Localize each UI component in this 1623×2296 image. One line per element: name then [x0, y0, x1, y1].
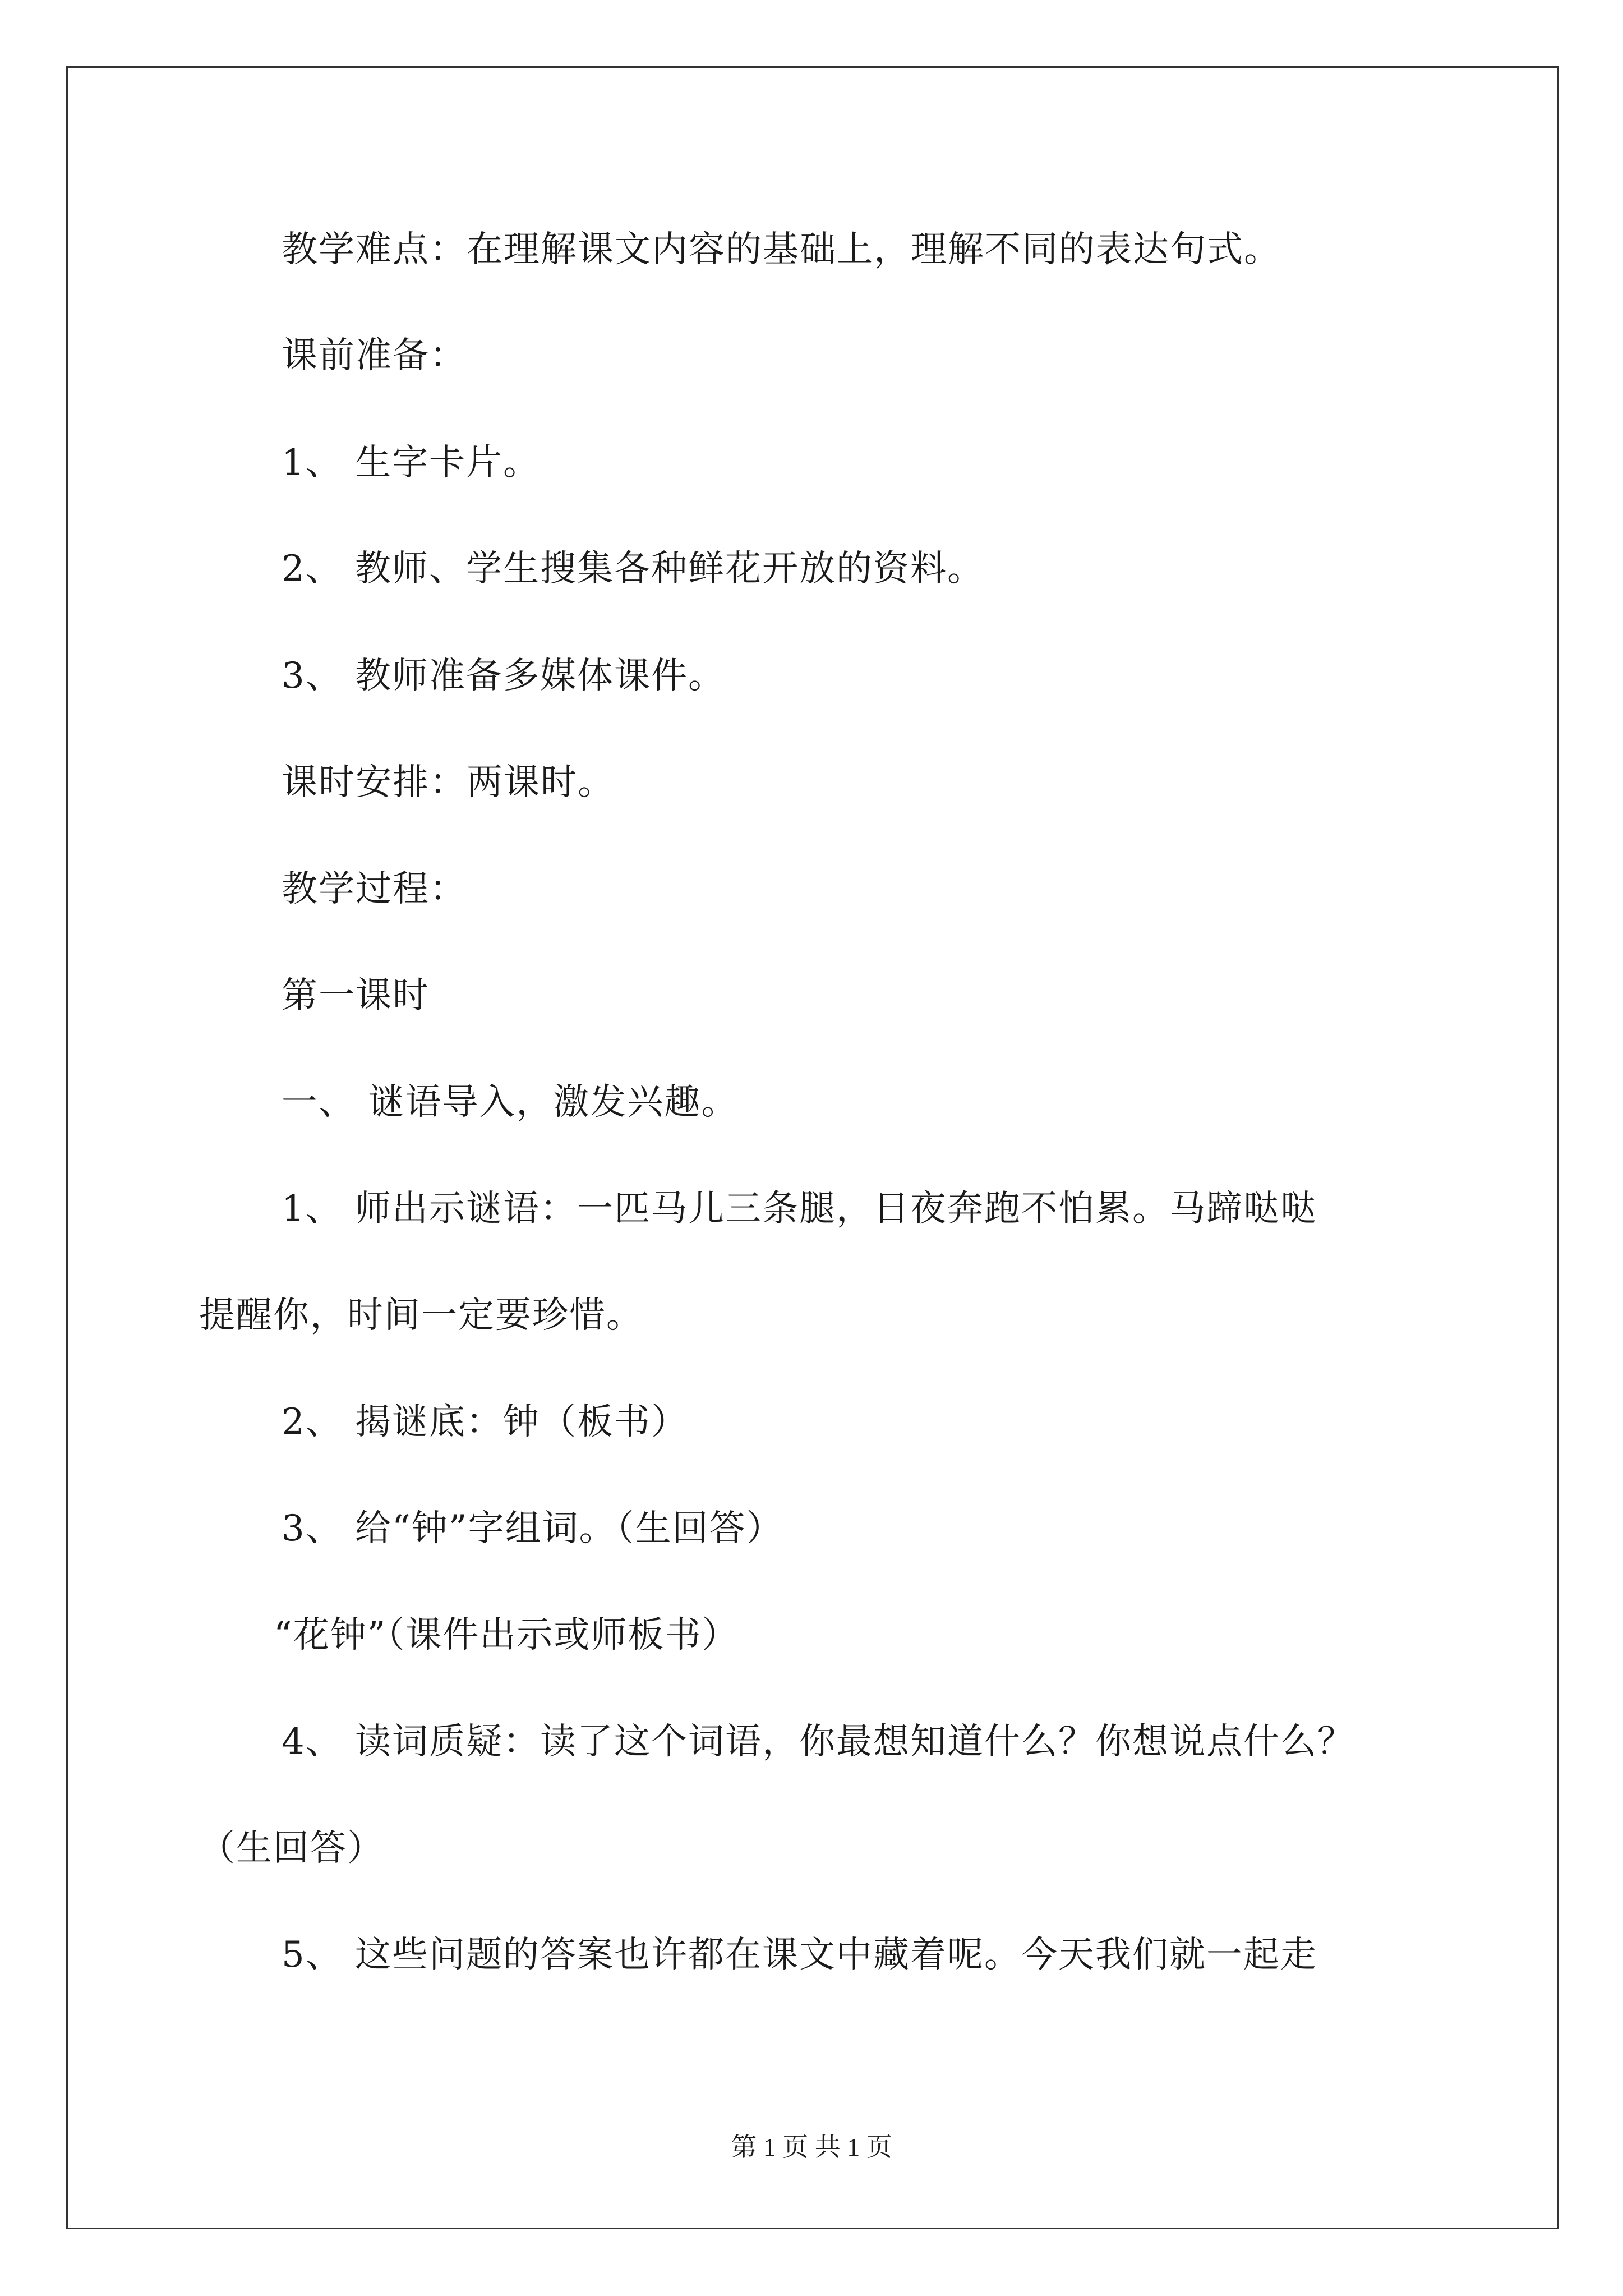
- list-item-prep-1: 1、 生字卡片。: [282, 442, 541, 484]
- list-item-step-2: 2、 揭谜底：钟（板书）: [282, 1401, 689, 1443]
- paragraph-schedule: 课时安排：两课时。: [282, 762, 615, 803]
- step-heading-riddle-intro: 一、 谜语导入，激发兴趣。: [282, 1082, 739, 1123]
- list-item-step-3: 3、 给“钟”字组词。（生回答）: [282, 1508, 783, 1549]
- list-item-step-4: 4、 读词质疑：读了这个词语，你最想知道什么？你想说点什么？: [282, 1721, 1355, 1763]
- list-item-prep-2: 2、 教师、学生搜集各种鲜花开放的资料。: [282, 548, 985, 590]
- paragraph-process-heading: 教学过程：: [282, 868, 467, 910]
- list-item-prep-3: 3、 教师准备多媒体课件。: [282, 655, 726, 697]
- paragraph-flower-clock: “花钟”（课件出示或师板书）: [274, 1614, 739, 1656]
- list-item-step-5: 5、 这些问题的答案也许都在课文中藏着呢。今天我们就一起走: [282, 1934, 1318, 1976]
- list-item-step-4-continued: （生回答）: [199, 1828, 384, 1869]
- list-item-step-1: 1、 师出示谜语：一匹马儿三条腿，日夜奔跑不怕累。马蹄哒哒: [282, 1188, 1318, 1230]
- list-item-step-1-continued: 提醒你，时间一定要珍惜。: [199, 1295, 643, 1336]
- paragraph-preparation-heading: 课前准备：: [282, 335, 467, 376]
- page-footer: 第 1 页 共 1 页: [731, 2133, 892, 2161]
- section-heading-first-lesson: 第一课时: [282, 975, 430, 1016]
- page-border: [66, 66, 1559, 2229]
- paragraph-teaching-difficulty: 教学难点：在理解课文内容的基础上，理解不同的表达句式。: [282, 229, 1281, 270]
